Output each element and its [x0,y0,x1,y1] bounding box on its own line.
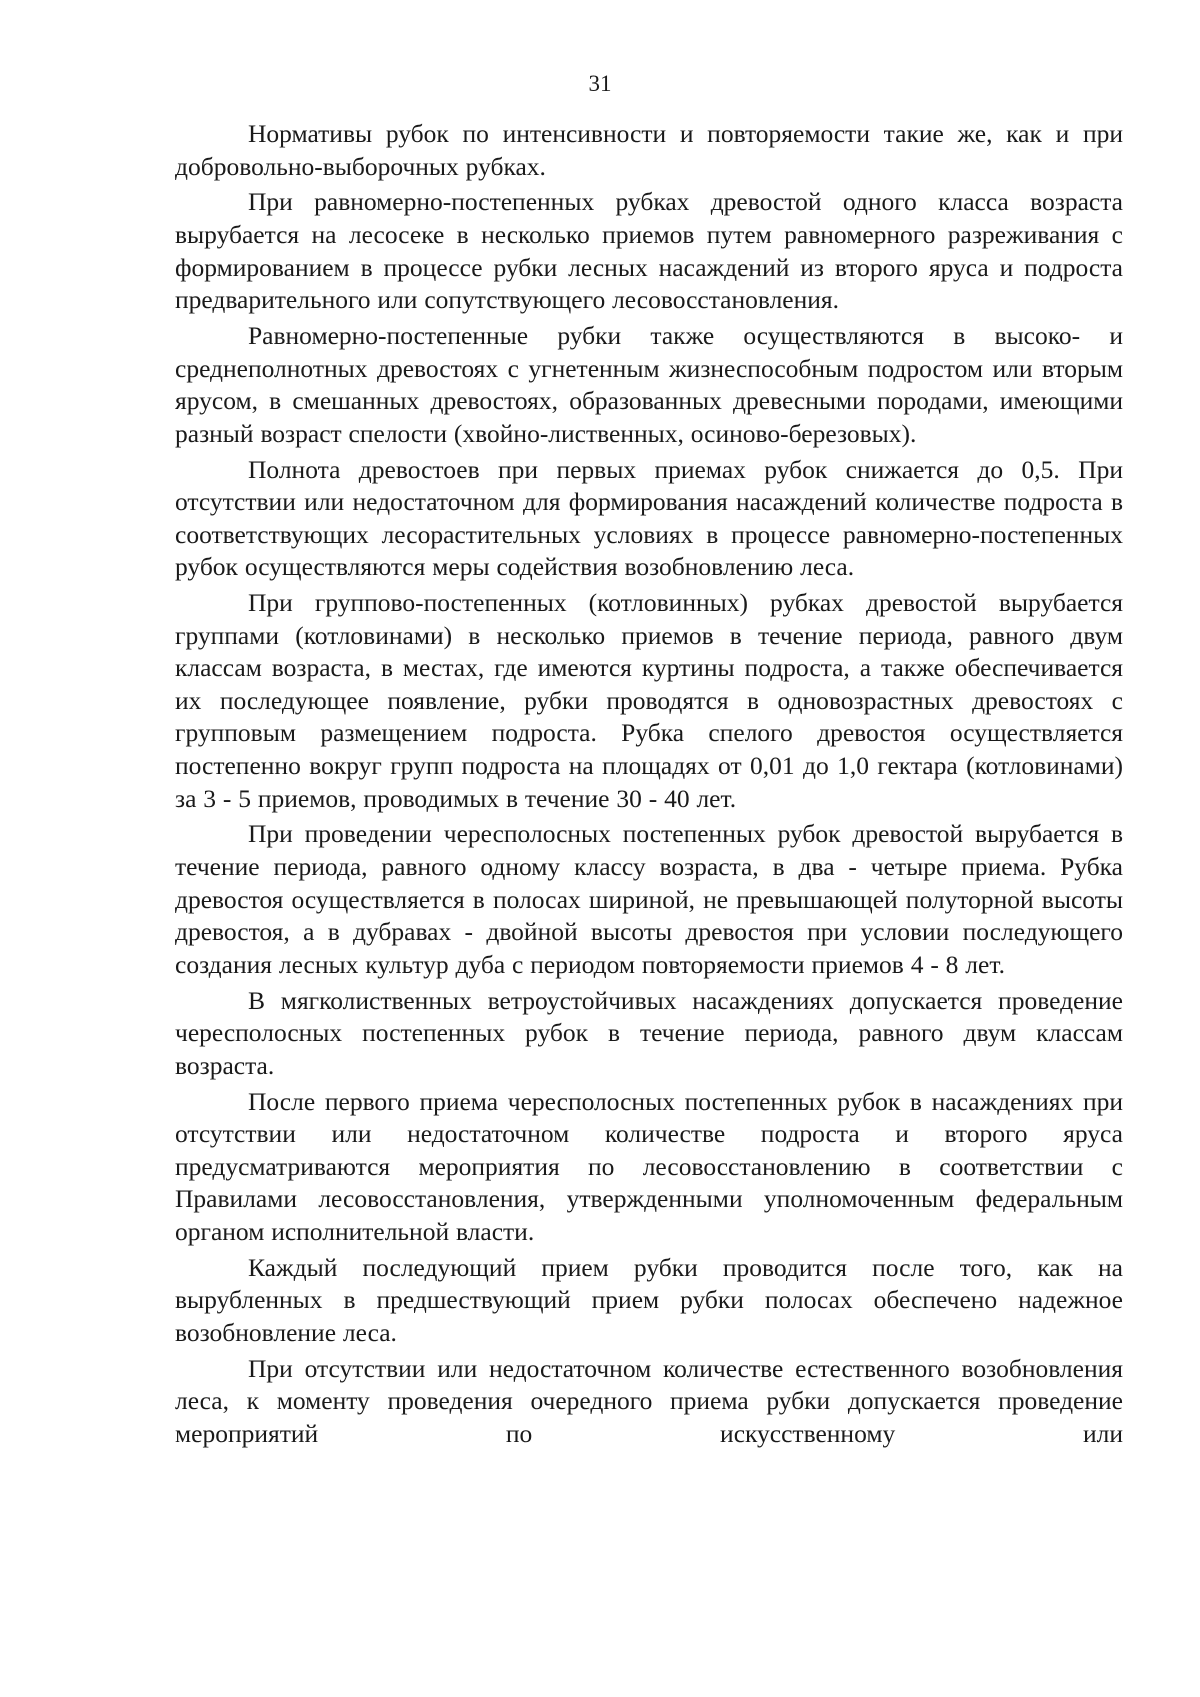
body-text [175,118,1123,1454]
paragraph: Равномерно-постепенные рубки также осуществляются в высоко- и среднеполнотных древостоях с угнетенным жизнеспособным подростом или вторым ярусом, в смешанных древостоях, образованных древесными породами, имеющими разный возраст спелости (хвойно-лиственных, осиново-березовых). [175,320,1123,448]
paragraph: При равномерно-постепенных рубках древостой одного класса возраста вырубается на лесосеке в несколько приемов путем равномерного разреживания с формированием в процессе рубки лесных насаждений из второго яруса и подроста предварительного или сопутствующего лесовосстановления. [175,187,1123,315]
paragraph: Полнота древостоев при первых приемах рубок снижается до 0,5. При отсутствии или недостаточном для формирования насаждений количестве подроста в соответствующих лесорастительных условиях в процессе равномерно-постепенных рубок осуществляются меры содействия возобновлению леса. [175,454,1123,582]
paragraph: Каждый последующий прием рубки проводится после того, как на вырубленных в предшествующий прием рубки полосах обеспечено надежное возобновление леса. [175,1252,1123,1347]
paragraph: После первого приема чересполосных постепенных рубок в насаждениях при отсутствии или недостаточном количестве подроста и второго яруса предусматриваются мероприятия по лесовосстановлению в соответствии с Правилами лесовосстановления, утвержденными уполномоченным федеральным органом исполнительной власти. [175,1086,1123,1246]
page-number: 31 [588,71,612,96]
paragraph: При группово-постепенных (котловинных) рубках древостой вырубается группами (котловинами) в несколько приемов в течение периода, равного двум классам возраста, в местах, где имеются куртины подроста, а также обеспечивается их последующее появление, рубки проводятся в одновозрастных древостоях с групповым размещением подроста. Рубка спелого древостоя осуществляется постепенно вокруг групп подроста на площадях от 0,01 до 1,0 гектара (котловинами) за 3 - 5 приемов, проводимых в течение 30 - 40 лет. [175,588,1123,813]
paragraph: В мягколиственных ветроустойчивых насаждениях допускается проведение чересполосных постепенных рубок в течение периода, равного двум классам возраста. [175,985,1123,1080]
paragraph: Нормативы рубок по интенсивности и повторяемости такие же, как и при добровольно-выборочных рубках. [175,119,1123,181]
paragraph: При проведении чересполосных постепенных рубок древостой вырубается в течение периода, равного одному классу возраста, в два - четыре приема. Рубка древостоя осуществляется в полосах шириной, не превышающей полуторной высоты древостоя, а в дубравах - двойной высоты древостоя при условии последующего создания лесных культур дуба с периодом повторяемости приемов 4 - 8 лет. [175,819,1123,979]
paragraph: При отсутствии или недостаточном количестве естественного возобновления леса, к моменту проведения очередного приема рубки допускается проведение мероприятий по искусственному или [175,1353,1123,1448]
